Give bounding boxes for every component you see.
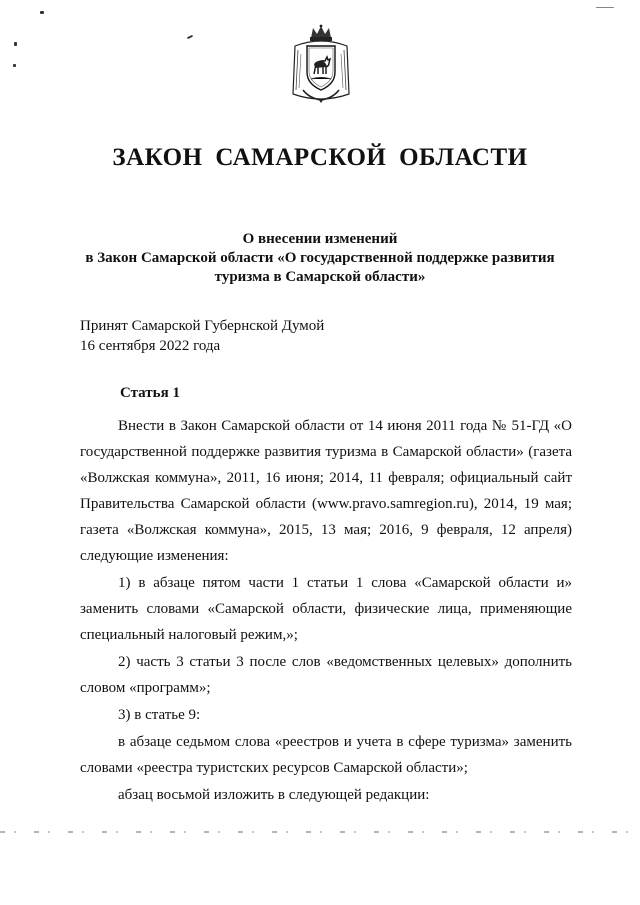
scan-speck bbox=[14, 42, 17, 46]
law-title: ЗАКОН САМАРСКОЙ ОБЛАСТИ bbox=[112, 144, 528, 171]
paragraph: 3) в статье 9: bbox=[118, 707, 201, 723]
article-body bbox=[80, 413, 572, 808]
adoption-body: Принят Самарской Губернской Думой bbox=[80, 318, 325, 334]
subject-line: в Закон Самарской области «О государственной поддержке развития bbox=[85, 250, 555, 266]
coat-of-arms-icon bbox=[289, 24, 353, 104]
paragraph: Внести в Закон Самарской области от 14 июня 2011 года № 51-ГД «О государственной поддержке развития туризма в Самарской области» (газета «Волжская коммуна», 2011, 16 июня; 2014, 11 февраля; официальный сайт Правительства Самарской области (www.pravo.samregion.ru), 2014, 19 мая; газета «Волжская коммуна», 2015, 13 мая; 2016, 9 февраля, 12 апреля) следующие изменения: bbox=[80, 418, 572, 564]
paragraph: абзац восьмой изложить в следующей редакции: bbox=[118, 787, 430, 803]
scan-speck bbox=[187, 35, 193, 39]
adoption-info bbox=[80, 316, 324, 356]
scan-speck bbox=[40, 11, 44, 14]
scan-fold-line bbox=[0, 831, 640, 833]
paragraph: 2) часть 3 статьи 3 после слов «ведомственных целевых» дополнить словом «программ»; bbox=[80, 654, 572, 696]
law-subject bbox=[60, 230, 580, 287]
subject-line: О внесении изменений bbox=[242, 231, 398, 247]
paragraph: в абзаце седьмом слова «реестров и учета в сфере туризма» заменить словами «реестра туристских ресурсов Самарской области»; bbox=[80, 734, 572, 776]
scan-speck bbox=[596, 7, 614, 8]
paragraph: 1) в абзаце пятом части 1 статьи 1 слова «Самарской области и» заменить словами «Самарской области, физические лица, применяющие специальный налоговый режим,»; bbox=[80, 575, 572, 643]
subject-line: туризма в Самарской области» bbox=[214, 269, 426, 285]
adoption-date: 16 сентября 2022 года bbox=[80, 338, 221, 354]
article-title: Статья 1 bbox=[120, 385, 180, 401]
scan-speck bbox=[13, 64, 16, 67]
